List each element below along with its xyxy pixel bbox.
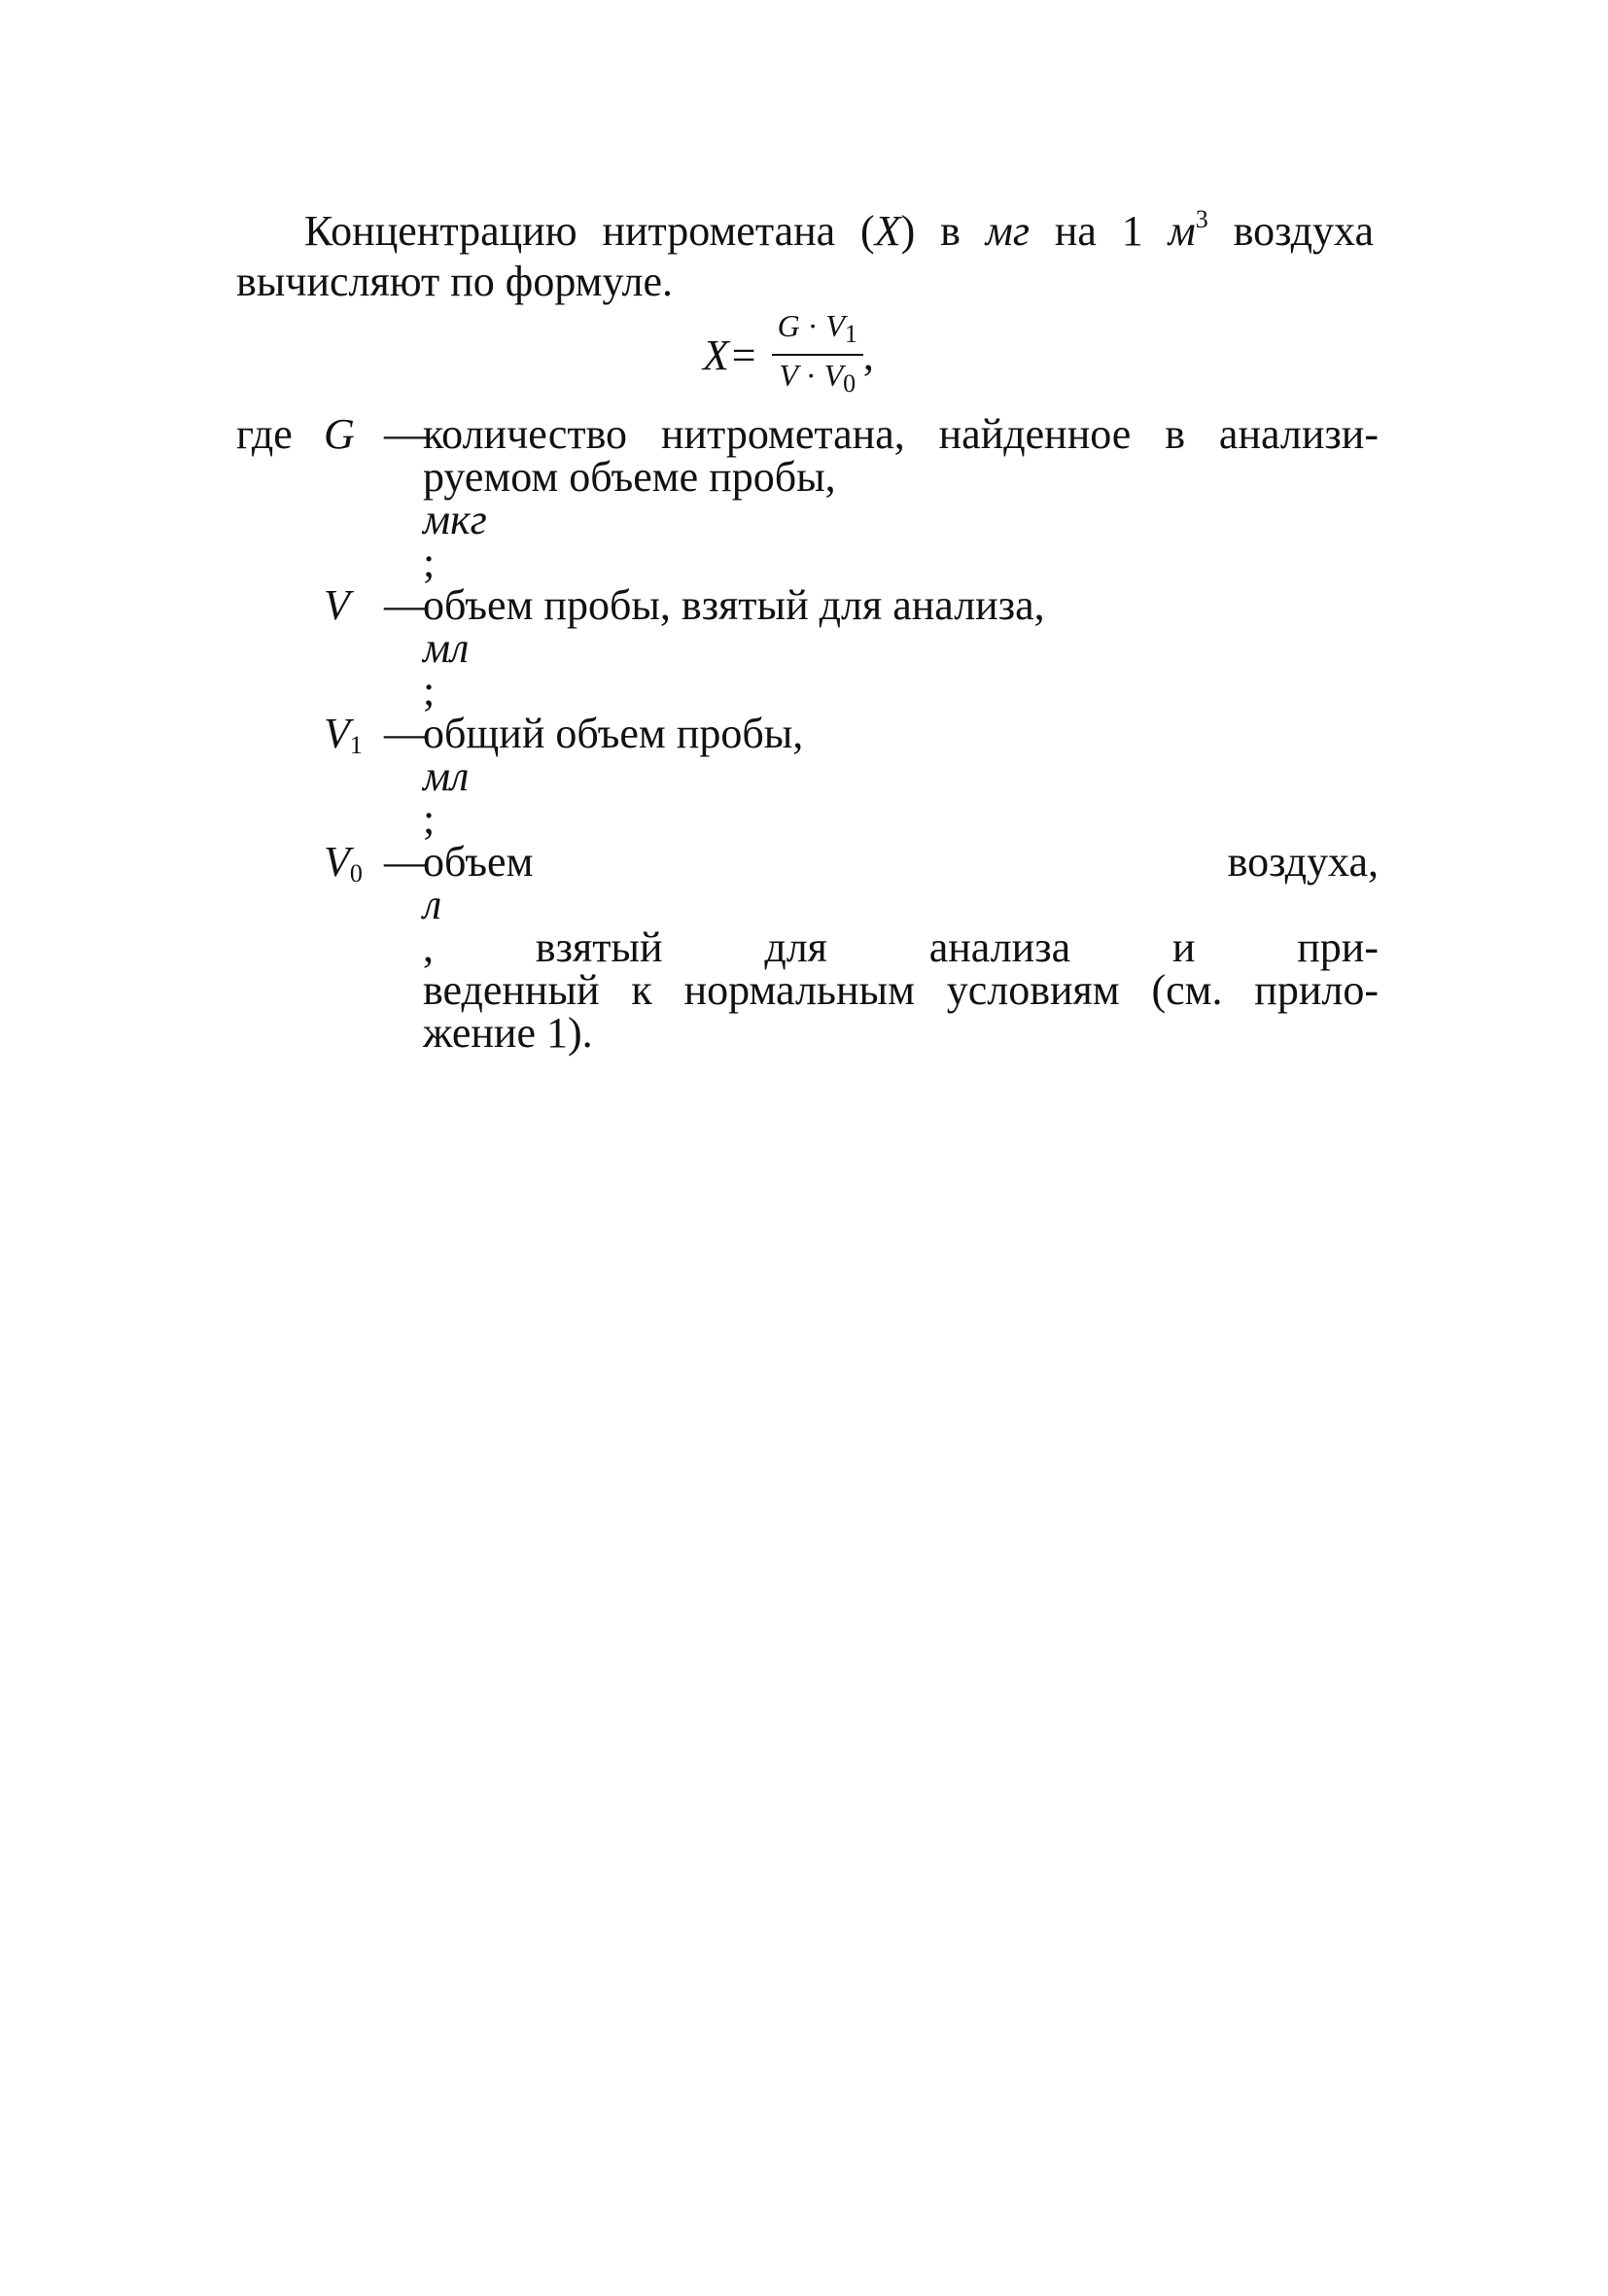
- intro-line-2: вычисляют по формуле.: [236, 258, 674, 305]
- legend-row: $V_0$ — объем воздуха, л , взятый для анализа и при- веденный к нормальным условиям (см. прило- жение 1).: [324, 838, 1379, 1057]
- legend-row: где G — количество нитрометана, найденное в анализи- руемом объеме пробы, мкг ;: [236, 410, 1379, 586]
- formula-denominator: $V \cdot V_0$: [779, 358, 856, 398]
- legend-symbol: G: [324, 410, 355, 458]
- legend-description: общий объем пробы, мл ;: [423, 710, 804, 843]
- legend-symbol: $V_0$: [324, 838, 363, 887]
- formula-comma: ,: [862, 330, 874, 379]
- legend: [236, 410, 1379, 1057]
- legend-row: $V_1$ — общий объем пробы, мл ;: [236, 713, 1379, 841]
- legend-symbol: V: [324, 581, 350, 629]
- legend-description: количество нитрометана, найденное в анализи- руемом объеме пробы, мкг ;: [423, 410, 1379, 586]
- legend-description: объем воздуха, л , взятый для анализа и при- веденный к нормальным условиям (см. прило- жение 1).: [423, 838, 1379, 1057]
- intro-paragraph: [236, 194, 1374, 307]
- legend-description: объем пробы, взятый для анализа, мл ;: [423, 581, 1045, 714]
- formula-lhs: X=: [703, 330, 758, 379]
- legend-symbol: $V_1$: [324, 710, 363, 759]
- formula-numerator: $G \cdot V_1$: [772, 308, 863, 356]
- formula: [703, 308, 874, 398]
- formula-fraction: [772, 308, 863, 401]
- legend-row: V — объем пробы, взятый для анализа, мл ;: [236, 584, 1379, 713]
- intro-line-1: Концентрацию нитрометана (X) в мг на 1 $м^3$ воздуха: [304, 205, 1374, 255]
